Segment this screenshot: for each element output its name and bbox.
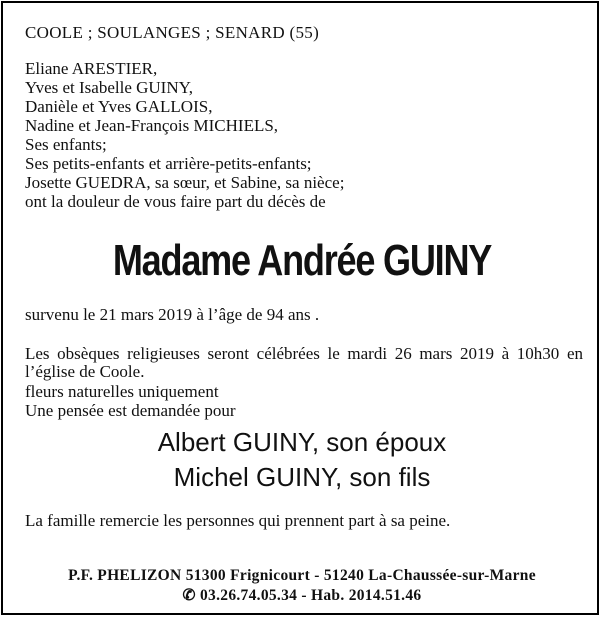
funeral-home-phone: ✆ 03.26.74.05.34 - Hab. 2014.51.46: [182, 587, 422, 604]
remembered-person: Michel GUINY, son fils: [173, 462, 431, 492]
deceased-name: Madame Andrée GUINY: [112, 236, 492, 285]
location-header: COOLE ; SOULANGES ; SENARD (55): [25, 23, 320, 42]
family-line: Nadine et Jean-François MICHIELS,: [25, 116, 279, 135]
remembered-person: Albert GUINY, son époux: [157, 427, 447, 457]
family-line: Yves et Isabelle GUINY,: [25, 78, 193, 97]
family-line: Eliane ARESTIER,: [25, 59, 158, 78]
death-date-line: survenu le 21 mars 2019 à l’âge de 94 ans .: [25, 305, 320, 324]
obituary-notice: [1, 1, 599, 615]
family-line: Ses petits-enfants et arrière-petits-enfants;: [25, 154, 312, 173]
family-line: Josette GUEDRA, sa sœur, et Sabine, sa nièce;: [25, 173, 345, 192]
family-line: Ses enfants;: [25, 135, 107, 154]
thanks-message: La famille remercie les personnes qui prennent part à sa peine.: [25, 511, 451, 530]
thought-line: Une pensée est demandée pour: [25, 401, 236, 420]
funeral-details: Les obsèques religieuses seront célébrées le mardi 26 mars 2019 à 10h30 en l’église de Coole.: [25, 344, 583, 381]
family-line: Danièle et Yves GALLOIS,: [25, 97, 213, 116]
announcement-line: ont la douleur de vous faire part du décès de: [25, 192, 326, 211]
funeral-home-address: P.F. PHELIZON 51300 Frignicourt - 51240 La-Chaussée-sur-Marne: [68, 567, 536, 584]
flowers-note: fleurs naturelles uniquement: [25, 382, 219, 401]
